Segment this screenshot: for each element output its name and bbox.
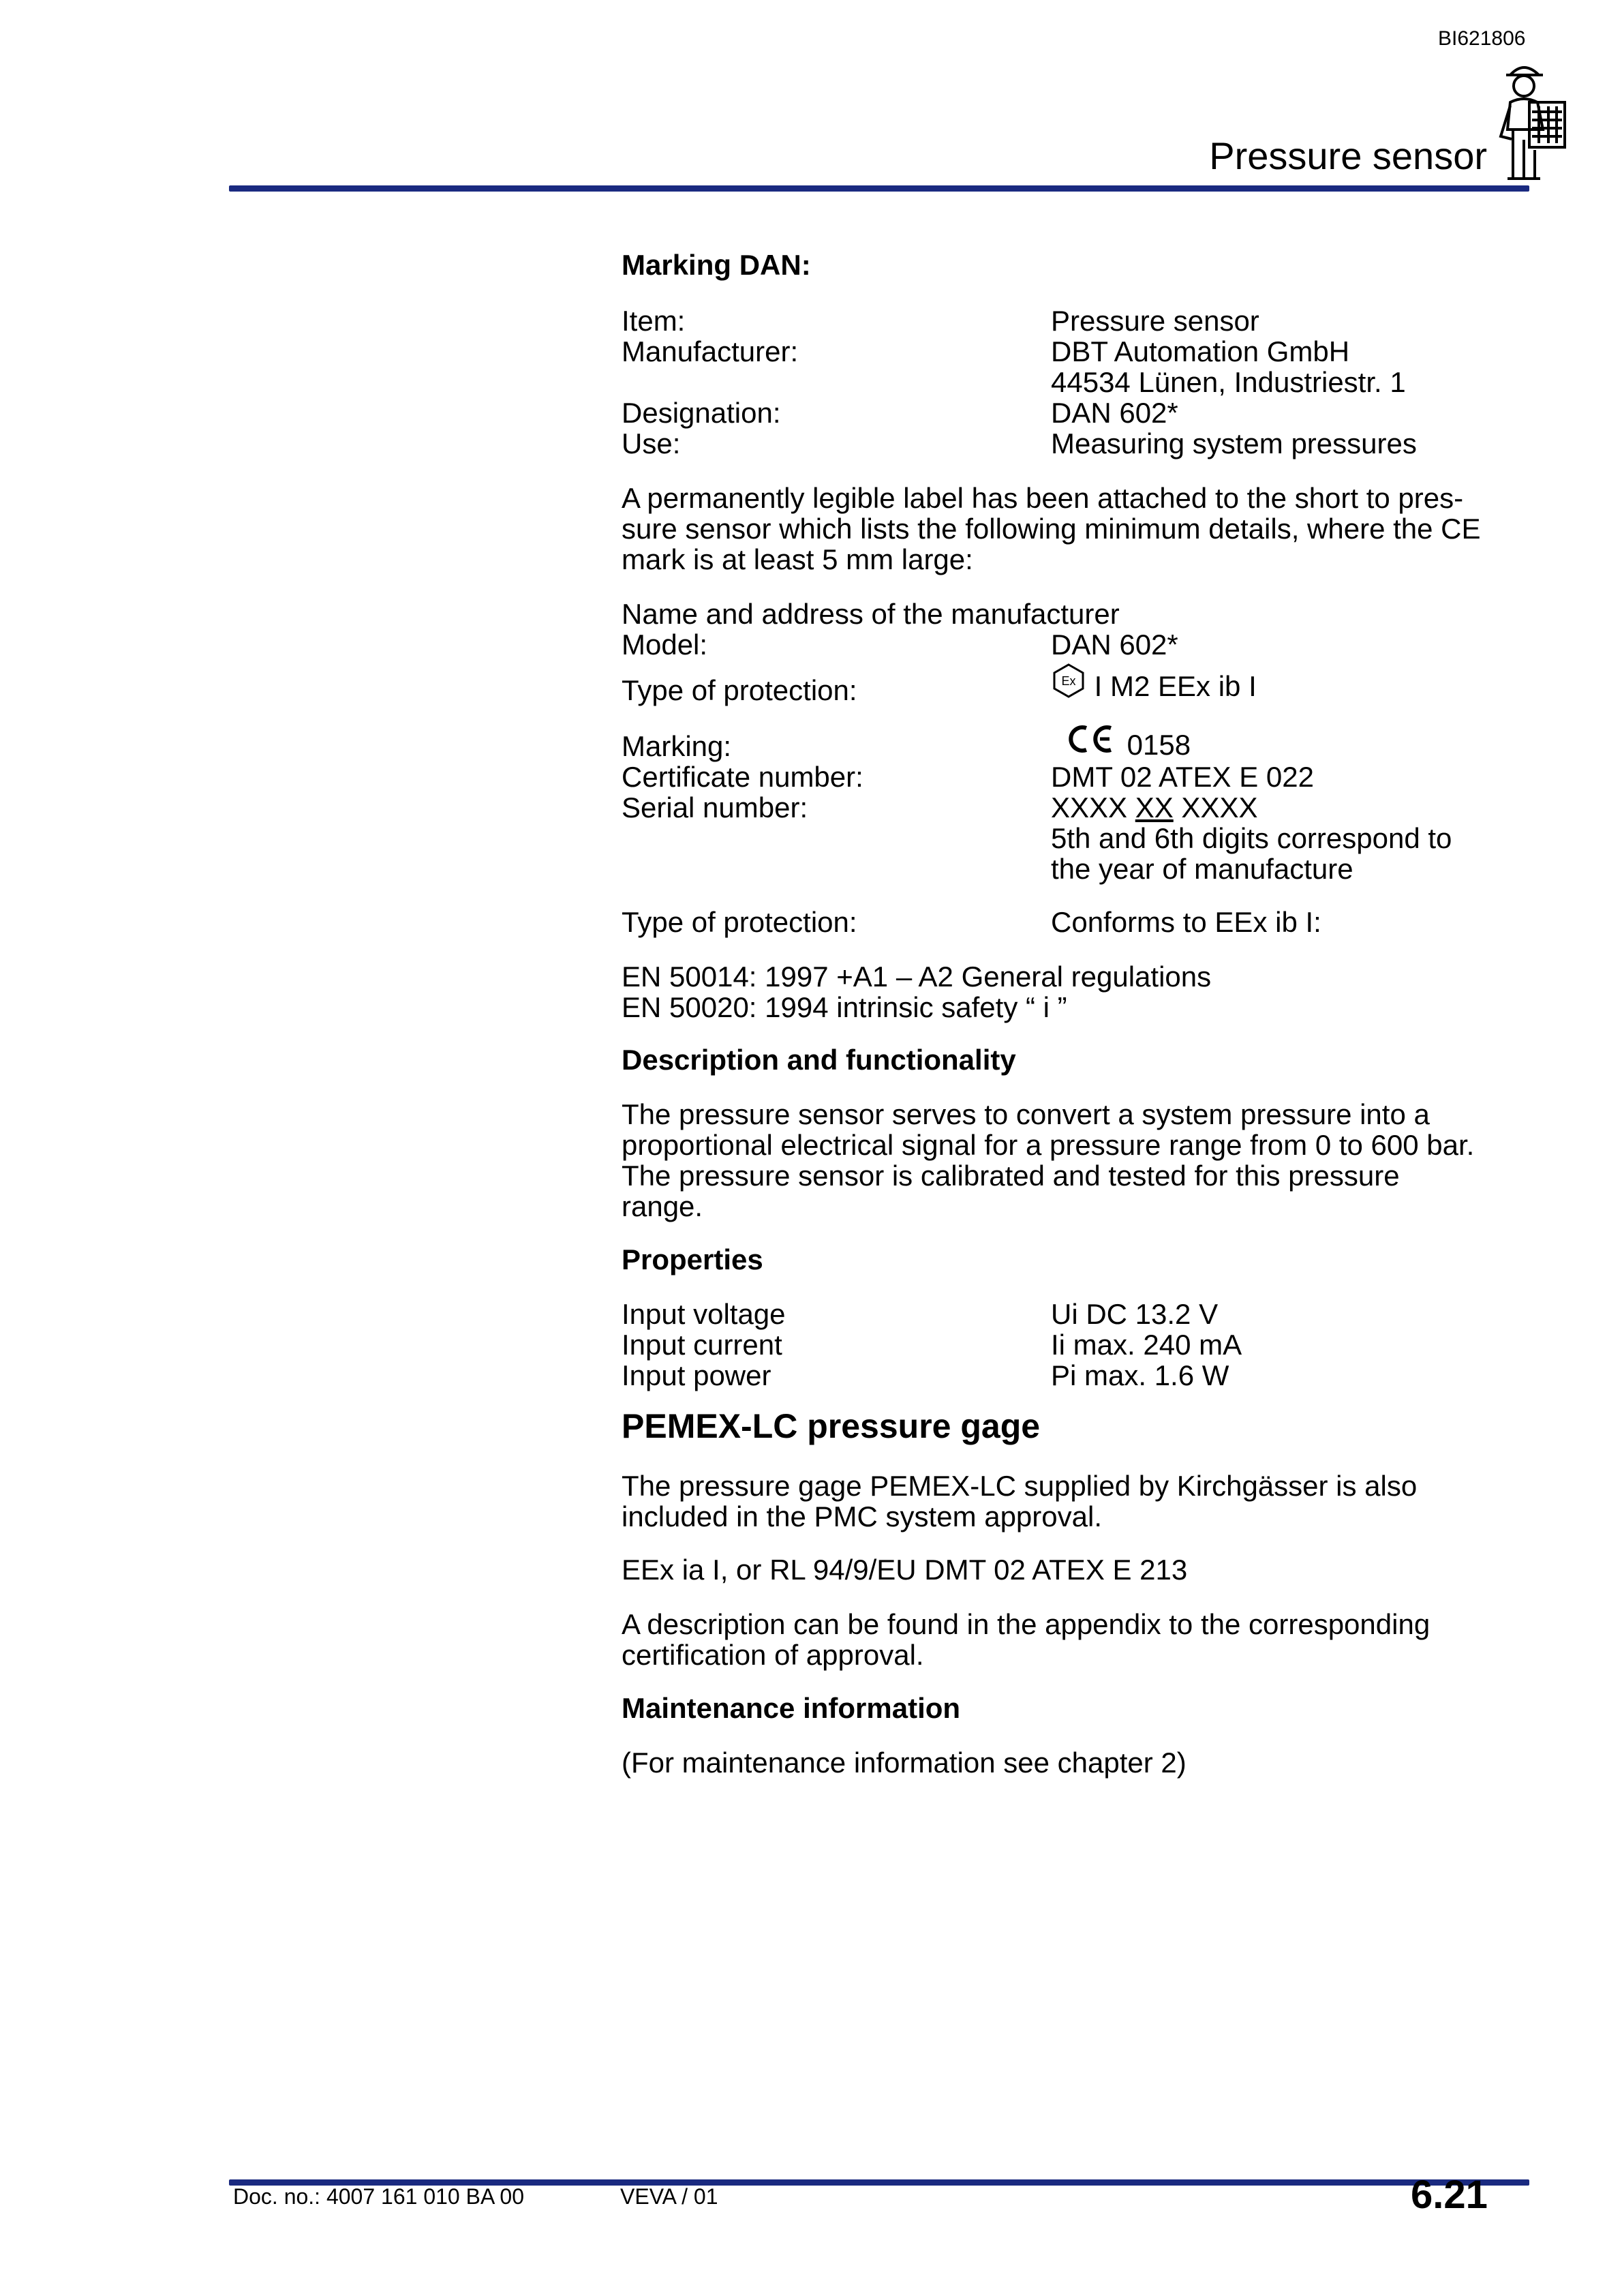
serial-value [1051, 792, 1258, 823]
row-label: Use: [622, 427, 681, 459]
footer-doc-number: Doc. no.: 4007 161 010 BA 00 [233, 2184, 524, 2209]
page-title: Pressure sensor [1209, 134, 1487, 177]
paragraph-line: sure sensor which lists the following minimum details, where the CE [622, 513, 1481, 545]
row-label: Manufacturer: [622, 335, 799, 367]
certificate-label: Certificate number: [622, 761, 863, 793]
worker-with-clipboard-icon [1490, 55, 1572, 184]
row-value: DBT Automation GmbH [1051, 335, 1350, 367]
manufacturer-name-address: Name and address of the manufacturer [622, 598, 1120, 630]
property-label: Input power [622, 1359, 771, 1391]
standard-line: EN 50020: 1994 intrinsic safety “ i ” [622, 991, 1067, 1023]
description-line: proportional electrical signal for a pressure range from 0 to 600 bar. [622, 1129, 1475, 1161]
footer-version: VEVA / 01 [620, 2184, 718, 2209]
ex-hexagon-icon [1051, 663, 1086, 698]
property-value: Ii max. 240 mA [1051, 1329, 1242, 1361]
property-value: Pi max. 1.6 W [1051, 1359, 1229, 1391]
conformity-label: Type of protection: [622, 906, 857, 938]
pemex-heading: PEMEX-LC pressure gage [622, 1407, 1041, 1445]
row-label: Designation: [622, 397, 781, 429]
page-number: 6.21 [1411, 2173, 1488, 2217]
header-rule [229, 185, 1529, 192]
model-value: DAN 602* [1051, 629, 1178, 661]
property-label: Input current [622, 1329, 782, 1361]
serial-year-digits: XX [1135, 791, 1174, 824]
row-label: Item: [622, 305, 686, 337]
row-value: Pressure sensor [1051, 305, 1259, 337]
property-value: Ui DC 13.2 V [1051, 1298, 1219, 1330]
row-value: DAN 602* [1051, 397, 1178, 429]
description-line: The pressure sensor serves to convert a system pressure into a [622, 1098, 1430, 1130]
description-line: range. [622, 1190, 703, 1222]
standard-line: EN 50014: 1997 +A1 – A2 General regulations [622, 961, 1212, 993]
pemex-paragraph-line: The pressure gage PEMEX-LC supplied by Kirchgässer is also [622, 1470, 1418, 1502]
pemex-paragraph-line: included in the PMC system approval. [622, 1500, 1102, 1532]
paragraph-line: mark is at least 5 mm large: [622, 543, 973, 575]
serial-part: XXXX [1173, 791, 1258, 824]
maintenance-text: (For maintenance information see chapter 2) [622, 1747, 1187, 1779]
description-heading: Description and functionality [622, 1044, 1016, 1076]
serial-note: 5th and 6th digits correspond to [1051, 822, 1452, 854]
maintenance-heading: Maintenance information [622, 1692, 961, 1724]
serial-note: the year of manufacture [1051, 853, 1353, 885]
serial-part: XXXX [1051, 791, 1135, 824]
conformity-value: Conforms to EEx ib I: [1051, 906, 1321, 938]
serial-label: Serial number: [622, 791, 808, 824]
row-value: Measuring system pressures [1051, 427, 1417, 459]
property-label: Input voltage [622, 1298, 786, 1330]
marking-value-text: 0158 [1127, 729, 1191, 761]
marking-label: Marking: [622, 730, 732, 762]
paragraph-line: A permanently legible label has been attached to the short to pres- [622, 482, 1464, 514]
marking-heading: Marking DAN: [622, 249, 811, 281]
document-id: BI621806 [1438, 27, 1526, 50]
properties-heading: Properties [622, 1243, 763, 1275]
marking-value [1065, 721, 1191, 760]
pemex-paragraph-line: certification of approval. [622, 1639, 924, 1671]
model-label: Model: [622, 629, 708, 661]
protection-label: Type of protection: [622, 674, 857, 706]
row-value: 44534 Lünen, Industriestr. 1 [1051, 366, 1406, 398]
certificate-value: DMT 02 ATEX E 022 [1051, 761, 1314, 793]
protection-value-text: I M2 EEx ib I [1094, 670, 1257, 703]
pemex-certification: EEx ia I, or RL 94/9/EU DMT 02 ATEX E 213 [622, 1554, 1188, 1586]
svg-text:Ex: Ex [1061, 674, 1076, 688]
description-line: The pressure sensor is calibrated and tested for this pressure [622, 1160, 1400, 1192]
protection-value [1051, 663, 1257, 701]
pemex-paragraph-line: A description can be found in the appendix to the corresponding [622, 1608, 1430, 1640]
ce-mark-icon [1065, 721, 1119, 757]
